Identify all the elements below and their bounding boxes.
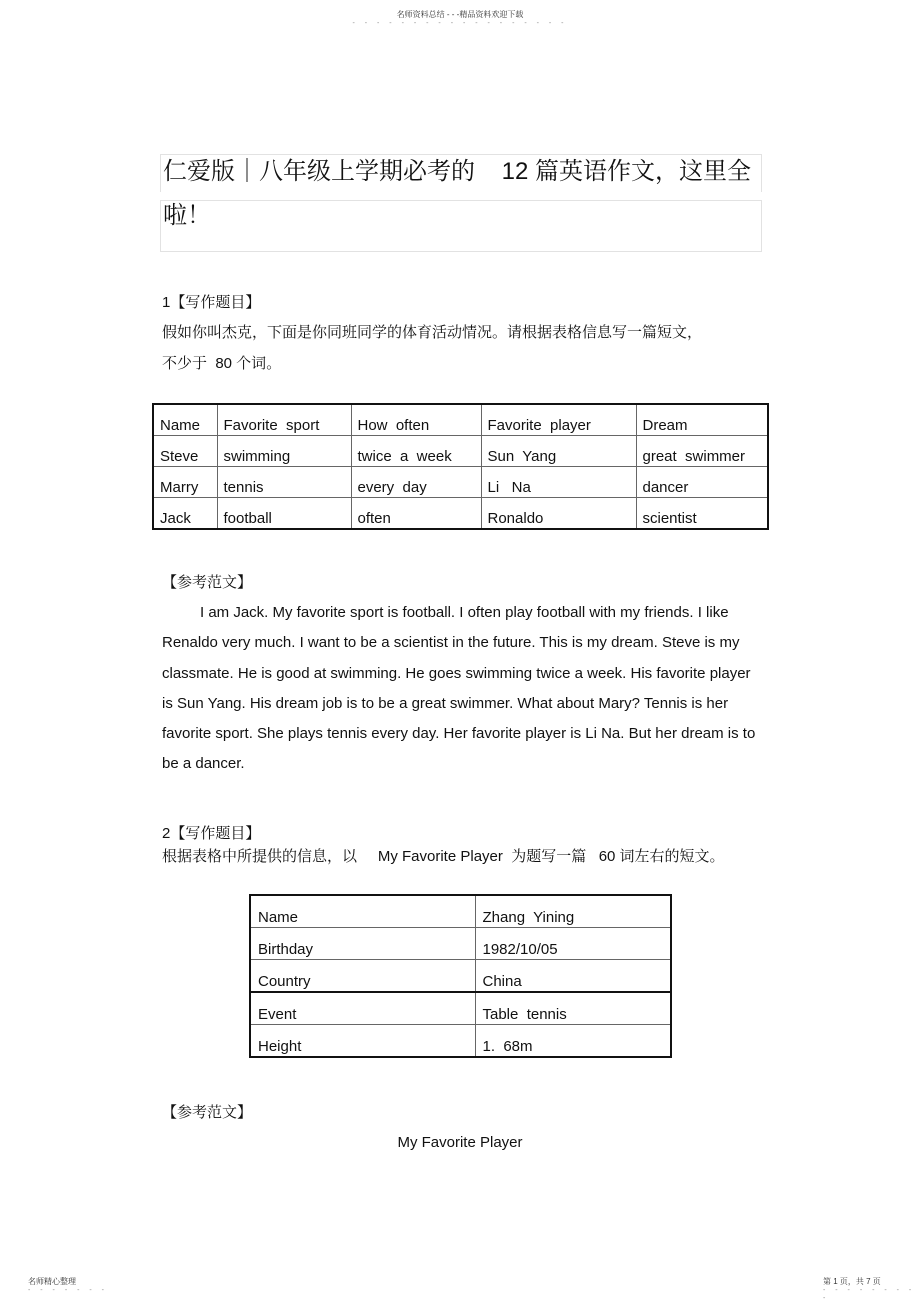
table-cell: 1982/10/05 — [475, 928, 671, 960]
table-cell: often — [351, 498, 481, 530]
section1-prompt-line2: 不少于 80 个词。 — [162, 355, 282, 372]
document-title-line1 — [160, 154, 762, 192]
table-cell: Name — [250, 895, 475, 928]
section1-essay: I am Jack. My favorite sport is football. I often play football with my friends. I like Renaldo very much. I want to be a scientist in the future. This is my dream. Steve is my classmate. He is good at swimming. He goes swimming twice a week. His favorite player is Sun Yang. His dream job is to be a great swimmer. What about Mary? Tennis is her favorite sport. She plays tennis every day. Her favorite player is Li Na. But her dream is to be a dancer. — [162, 604, 756, 773]
title-line2-text: 啦！ — [163, 202, 211, 229]
table-row — [250, 1025, 671, 1058]
table-cell: China — [475, 960, 671, 993]
table-cell: tennis — [217, 467, 351, 498]
table-cell: Favorite player — [481, 404, 636, 436]
table-cell: Ronaldo — [481, 498, 636, 530]
table-row — [250, 960, 671, 993]
table-cell: Li Na — [481, 467, 636, 498]
essay-title: My Favorite Player — [397, 1134, 523, 1151]
header-watermark-text: 名师资料总结 - - -精品资料欢迎下载 — [396, 10, 524, 19]
table-cell: Name — [153, 404, 217, 436]
page-header — [0, 9, 920, 28]
table-cell: twice a week — [351, 436, 481, 467]
section1-prompt-line1: 假如你叫杰克，下面是你同班同学的体育活动情况。请根据表格信息写一篇短文， — [162, 324, 703, 341]
table-cell: Event — [250, 992, 475, 1025]
table-cell: Height — [250, 1025, 475, 1058]
table-cell: Table tennis — [475, 992, 671, 1025]
table-row — [250, 992, 671, 1025]
footer-right — [823, 1276, 920, 1303]
table-cell: Jack — [153, 498, 217, 530]
table-cell: Country — [250, 960, 475, 993]
footer-left-text: 名师精心整理 — [28, 1277, 76, 1286]
table-cell: Birthday — [250, 928, 475, 960]
section1-answer-label: 【参考范文】 — [162, 574, 253, 591]
section2-answer-label: 【参考范文】 — [162, 1104, 253, 1121]
table-cell: great swimmer — [636, 436, 768, 467]
table-cell: swimming — [217, 436, 351, 467]
table-cell: scientist — [636, 498, 768, 530]
table-cell: every day — [351, 467, 481, 498]
table-cell: Zhang Yining — [475, 895, 671, 928]
table-row — [250, 928, 671, 960]
table-cell: How often — [351, 404, 481, 436]
table-cell: Marry — [153, 467, 217, 498]
table-row — [250, 895, 671, 928]
table-row — [153, 467, 768, 498]
footer-left — [28, 1276, 108, 1295]
table-cell: football — [217, 498, 351, 530]
section2-prompt: 根据表格中所提供的信息，以 My Favorite Player 为题写一篇 60 词左右的短文。 — [162, 848, 725, 865]
section2-heading: 2【写作题目】 — [162, 825, 261, 842]
footer-left-dots: - - - - - - - — [28, 1287, 108, 1294]
table-cell: Dream — [636, 404, 768, 436]
header-dots: - - - - - - - - - - - - - - - - - - — [352, 20, 568, 27]
section1-heading: 1【写作题目】 — [162, 294, 261, 311]
table-row — [153, 436, 768, 467]
document-title-line2 — [160, 200, 762, 252]
footer-right-dots: - - - - - - - - - — [823, 1287, 916, 1302]
table-cell: dancer — [636, 467, 768, 498]
table-row — [153, 498, 768, 530]
table-cell: Sun Yang — [481, 436, 636, 467]
page-number: 第 1 页，共 7 页 — [823, 1277, 881, 1286]
title-line1-text: 仁爱版｜八年级上学期必考的 12 篇英语作文，这里全 — [163, 158, 752, 185]
table-cell: Favorite sport — [217, 404, 351, 436]
sports-table — [152, 403, 769, 530]
table-cell: Steve — [153, 436, 217, 467]
table-row — [153, 404, 768, 436]
table-cell: 1. 68m — [475, 1025, 671, 1058]
player-info-table — [249, 894, 672, 1058]
